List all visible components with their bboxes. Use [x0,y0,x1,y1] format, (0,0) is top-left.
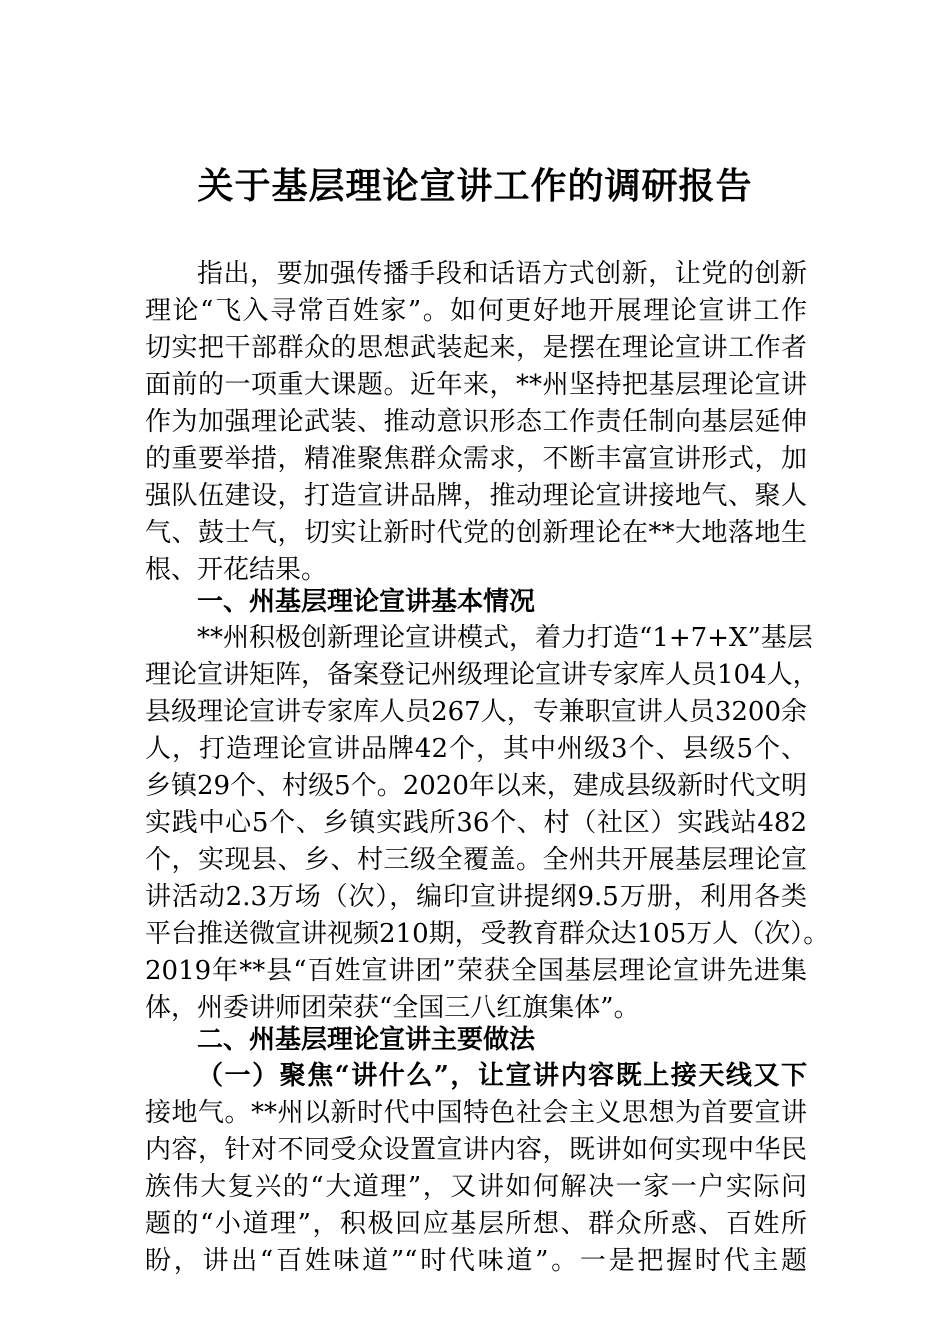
intro-line-1: 指出，要加强传播手段和话语方式创新，让党的创新 [197,259,807,289]
section1-line-8: 讲活动2.3万场（次），编印宣讲提纲9.5万册，利用各类 [145,882,807,912]
intro-line-7: 强队伍建设，打造宣讲品牌，推动理论宣讲接地气、聚人 [145,481,807,511]
section1-line-7: 个，实现县、乡、村三级全覆盖。全州共开展基层理论宣 [145,845,807,875]
section1-line-11: 体，州委讲师团荣获“全国三八红旗集体”。 [145,993,640,1023]
section1-line-1: **州积极创新理论宣讲模式，着力打造“1+7+X”基层 [197,623,813,653]
section1-line-6: 实践中心5个、乡镇实践所36个、村（社区）实践站482 [145,808,807,838]
intro-line-3: 切实把干部群众的思想武装起来，是摆在理论宣讲工作者 [145,333,807,363]
section1-line-9: 平台推送微宣讲视频210期，受教育群众达105万人（次）。 [145,919,830,949]
intro-line-6: 的重要举措，精准聚焦群众需求，不断丰富宣讲形式，加 [145,444,807,474]
section1-line-4: 人，打造理论宣讲品牌42个，其中州级3个、县级5个、 [145,734,807,764]
section1-line-5: 乡镇29个、村级5个。2020年以来，建成县级新时代文明 [145,771,807,801]
document-title: 关于基层理论宣讲工作的调研报告 [197,165,753,207]
section1-line-10: 2019年**县“百姓宣讲团”荣获全国基层理论宣讲先进集 [145,956,807,986]
section2-line-5: 盼，讲出“百姓味道”“时代味道”。一是把握时代主题 [145,1246,807,1276]
subsection-heading-1: （一）聚焦“讲什么”，让宣讲内容既上接天线又下 [197,1061,807,1091]
intro-line-9: 根、开花结果。 [145,555,328,585]
section1-line-3: 县级理论宣讲专家库人员267人，专兼职宣讲人员3200余 [145,697,807,727]
section2-line-4: 题的“小道理”，积极回应基层所想、群众所惑、百姓所 [145,1209,807,1239]
intro-line-8: 气、鼓士气，切实让新时代党的创新理论在**大地落地生 [145,518,807,548]
intro-line-2: 理论“飞入寻常百姓家”。如何更好地开展理论宣讲工作 [145,296,807,326]
intro-line-4: 面前的一项重大课题。近年来，**州坚持把基层理论宣讲 [145,370,807,400]
section2-line-3: 族伟大复兴的“大道理”，又讲如何解决一家一户实际问 [145,1172,807,1202]
section2-line-1: 接地气。**州以新时代中国特色社会主义思想为首要宣讲 [145,1098,807,1128]
intro-line-5: 作为加强理论武装、推动意识形态工作责任制向基层延伸 [145,407,807,437]
section-heading-1: 一、州基层理论宣讲基本情况 [197,587,536,617]
section2-line-2: 内容，针对不同受众设置宣讲内容，既讲如何实现中华民 [145,1135,807,1165]
section-heading-2: 二、州基层理论宣讲主要做法 [197,1025,536,1055]
section1-line-2: 理论宣讲矩阵，备案登记州级理论宣讲专家库人员104人， [145,660,819,690]
